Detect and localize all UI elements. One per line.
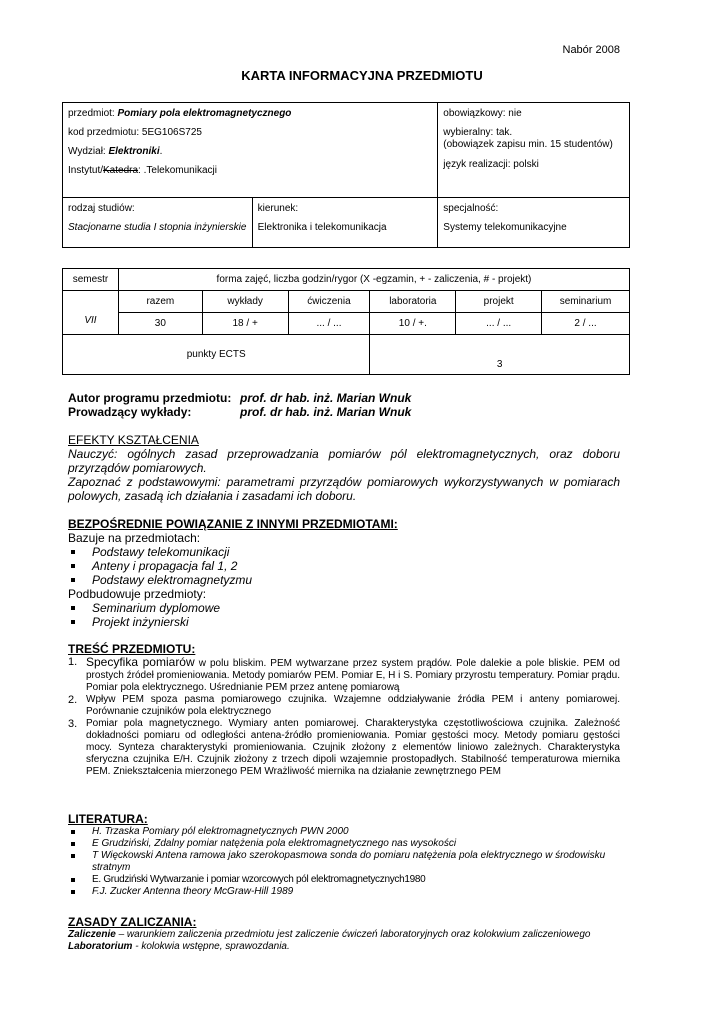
value-laboratoria: 10 / +. <box>370 313 456 335</box>
ects-value: 3 <box>370 335 630 375</box>
field-of-study-cell <box>252 198 438 248</box>
value-wyklady: 18 / + <box>202 313 288 335</box>
col-header-projekt: projekt <box>456 291 542 313</box>
grading-lab-text: Laboratorium - kolokwia wstępne, sprawozdania. <box>68 941 290 952</box>
learning-outcomes-section <box>68 433 620 503</box>
list-item: Anteny i propagacja fal 1, 2 <box>68 559 620 573</box>
elective-status: wybieralny: tak. <box>443 127 513 138</box>
learning-outcomes-p2: Zapoznać z podstawowymi: parametrami przyrządów pomiarowych wykorzystywanych w pomiarach polowych, zasadą ich działania i zasadami ich doboru. <box>68 475 620 503</box>
course-info-table <box>62 102 630 248</box>
col-header-wyklady: wykłady <box>202 291 288 313</box>
course-status-cell <box>438 103 630 198</box>
content-item-1: 1. Specyfika pomiarów w polu bliskim. PEM wytwarzane przez system prądów. Pole dalekie a pole bliskie. PEM od prostych źródeł promieniowania. Metody pomiarów PEM. Pomiar E, H i S. Pomiary przyrostu temperatury. Pomiar prądu. Pomiar pola elektrycznego. Uśrednianie PEM przez antenę pomiarową <box>68 655 620 693</box>
course-info-cell <box>63 103 438 198</box>
language: język realizacji: polski <box>443 159 539 170</box>
content-item-2: 2. Wpływ PEM spoza pasma pomiarowego czujnika. Wzajemne oddziaływanie źródła PEM i anteny pomiarowej. Porównanie czujników pola elektrycznego <box>68 694 620 717</box>
col-header-seminarium: seminarium <box>542 291 630 313</box>
supports-label: Podbudowuje przedmioty: <box>68 587 207 601</box>
enrollment-requirement: (obowiązek zapisu min. 15 studentów) <box>443 139 613 150</box>
list-item: Seminarium dyplomowe <box>68 601 620 615</box>
content-list <box>68 656 620 778</box>
literature-list <box>68 826 620 898</box>
learning-outcomes-heading: EFEKTY KSZTAŁCENIA <box>68 433 199 447</box>
relations-section <box>68 517 620 629</box>
based-on-list <box>68 545 620 587</box>
grading-section <box>68 915 620 953</box>
study-type-value: Stacjonarne studia I stopnia inżynierskie <box>68 222 247 233</box>
col-header-razem: razem <box>118 291 202 313</box>
course-name: Pomiary pola elektromagnetycznego <box>117 108 292 119</box>
ects-label: punkty ECTS <box>63 335 370 375</box>
lecturer-name: prof. dr hab. inż. Marian Wnuk <box>240 405 412 419</box>
list-item: H. Trzaska Pomiary pól elektromagnetycznych PWN 2000 <box>68 826 620 838</box>
list-item: E Grudziński, Zdalny pomiar natężenia pola elektromagnetycznego nas wysokości <box>68 838 620 850</box>
course-code: kod przedmiotu: 5EG106S725 <box>68 127 202 138</box>
specialization-label: specjalność: <box>443 203 499 214</box>
list-item: E. Grudziński Wytwarzanie i pomiar wzorcowych pól elektromagnetycznych1980 <box>68 874 620 886</box>
author-name: prof. dr hab. inż. Marian Wnuk <box>240 391 412 405</box>
lecturer-label: Prowadzący wykłady: <box>68 405 192 419</box>
list-item: Projekt inżynierski <box>68 615 620 629</box>
list-item: Podstawy telekomunikacji <box>68 545 620 559</box>
semester-value: VII <box>63 291 119 335</box>
field-label: kierunek: <box>257 203 299 214</box>
hours-table <box>62 268 630 375</box>
author-label: Autor programu przedmiotu: <box>68 391 232 405</box>
list-item: F.J. Zucker Antenna theory McGraw-Hill 1989 <box>68 886 620 898</box>
value-projekt: ... / ... <box>456 313 542 335</box>
grading-heading: ZASADY ZALICZANIA: <box>68 915 197 929</box>
list-item: Podstawy elektromagnetyzmu <box>68 573 620 587</box>
specialization-cell <box>438 198 630 248</box>
obligatory-status: obowiązkowy: nie <box>443 108 522 119</box>
literature-heading: LITERATURA: <box>68 812 148 826</box>
faculty-name: Elektroniki <box>108 146 160 157</box>
form-header: forma zajęć, liczba godzin/rygor (X -egzamin, + - zaliczenia, # - projekt) <box>118 269 629 291</box>
based-on-label: Bazuje na przedmiotach: <box>68 531 201 545</box>
study-type-label: rodzaj studiów: <box>68 203 135 214</box>
grading-pass-text: Zaliczenie – warunkiem zaliczenia przedmiotu jest zaliczenie ćwiczeń laboratoryjnych oraz kolokwium zaliczeniowego <box>68 929 591 940</box>
list-item: T Więckowski Antena ramowa jako szerokopasmowa sonda do pomiaru natężenia pola elektrycznego w środowisku stratnym <box>68 850 620 874</box>
course-name-line: przedmiot: Pomiary pola elektromagnetycznego <box>68 108 292 119</box>
literature-section <box>68 812 620 898</box>
value-seminarium: 2 / ... <box>542 313 630 335</box>
authors-block <box>68 391 411 419</box>
recruitment-year: Nabór 2008 <box>562 44 620 56</box>
col-header-laboratoria: laboratoria <box>370 291 456 313</box>
faculty-line: Wydział: Elektroniki. <box>68 146 163 157</box>
page-title: KARTA INFORMACYJNA PRZEDMIOTU <box>241 68 483 83</box>
supports-list <box>68 601 620 629</box>
study-type-cell <box>63 198 253 248</box>
specialization-value: Systemy telekomunikacyjne <box>443 222 567 233</box>
semester-header: semestr <box>63 269 119 291</box>
value-cwiczenia: ... / ... <box>288 313 370 335</box>
content-heading: TREŚĆ PRZEDMIOTU: <box>68 642 196 656</box>
learning-outcomes-p1: Nauczyć: ogólnych zasad przeprowadzania pomiarów pól elektromagnetycznych, oraz doboru przyrządów pomiarowych. <box>68 447 620 475</box>
relations-heading: BEZPOŚREDNIE POWIĄZANIE Z INNYMI PRZEDMIOTAMI: <box>68 517 398 531</box>
field-value: Elektronika i telekomunikacja <box>257 222 387 233</box>
col-header-cwiczenia: ćwiczenia <box>288 291 370 313</box>
content-item-3: 3. Pomiar pola magnetycznego. Wymiary anten pomiarowej. Charakterystyka częstotliwościowa czujnika. Zależność dokładności pomiaru od odległości antena-źródło promieniowania. Pomiar gęstości mocy. Metody pomiaru gęstości mocy. Synteza charakterystyki promieniowania. Czujnik złożony z elementów liniowo zależnych. Charakterystyka sferyczna czujnika E/H. Czujnik złożony z trzech dipoli wzajemnie prostopadłych. Stabilność temperaturowa miernika PEM. Zniekształcenia mierzonego PEM Wrażliwość miernika na działanie zewnętrznego PEM <box>68 718 620 777</box>
value-razem: 30 <box>118 313 202 335</box>
content-section <box>68 642 620 778</box>
institute-line: Instytut/Katedra: .Telekomunikacji <box>68 165 217 176</box>
